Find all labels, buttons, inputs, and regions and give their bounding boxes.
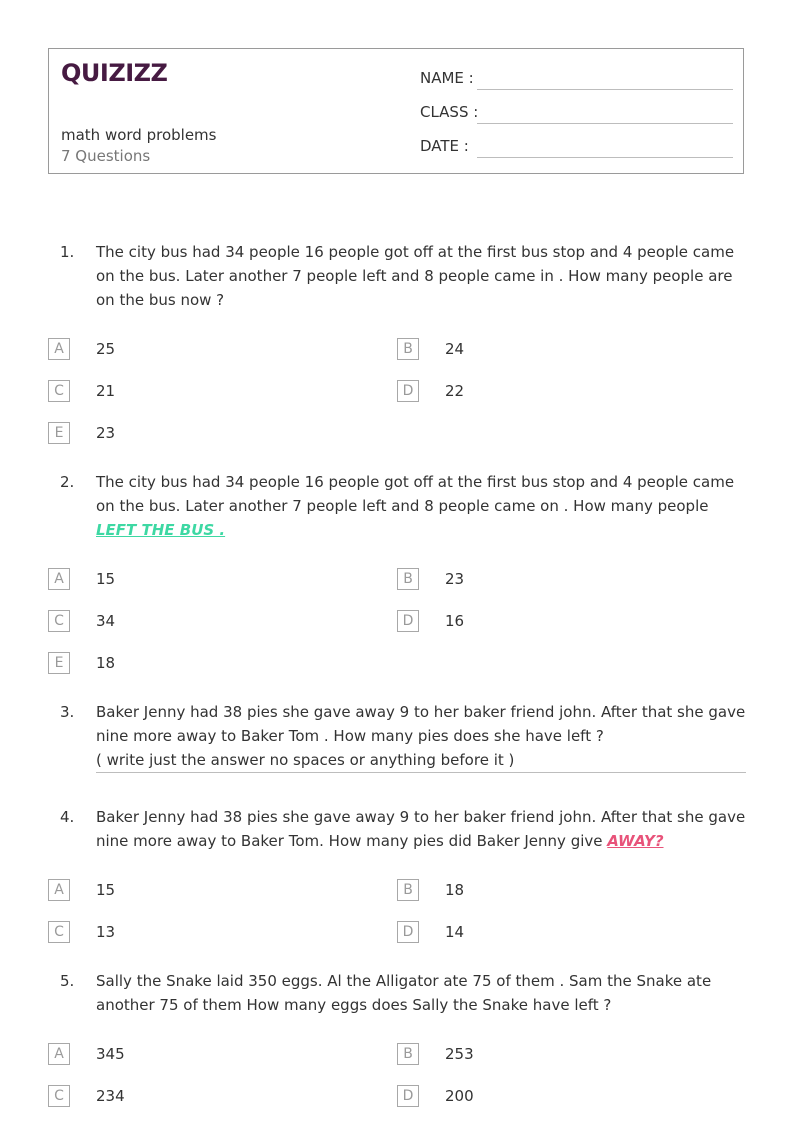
quizizz-logo: QUIZIZZ <box>61 59 168 87</box>
option-letter-box[interactable]: E <box>48 652 70 674</box>
question-number: 5. <box>60 972 75 990</box>
option-text: 23 <box>96 424 116 442</box>
question-number: 1. <box>60 243 75 261</box>
option-letter-box[interactable]: D <box>397 1085 419 1107</box>
option-text: 14 <box>445 923 465 941</box>
option-text: 16 <box>445 612 465 630</box>
answer-line[interactable] <box>96 772 746 773</box>
class-line[interactable] <box>477 123 733 124</box>
question-number: 2. <box>60 473 75 491</box>
question-instruction: ( write just the answer no spaces or anything before it ) <box>96 751 515 769</box>
option-letter-box[interactable]: B <box>397 879 419 901</box>
option-text: 345 <box>96 1045 125 1063</box>
option-text: 23 <box>445 570 465 588</box>
question-emphasis: LEFT THE BUS . <box>96 521 226 539</box>
option-text: 25 <box>96 340 116 358</box>
option-letter-box[interactable]: C <box>48 1085 70 1107</box>
option-letter-box[interactable]: A <box>48 1043 70 1065</box>
date-label: DATE : <box>420 137 469 155</box>
option-letter-box[interactable]: B <box>397 338 419 360</box>
option-letter-box[interactable]: B <box>397 568 419 590</box>
class-label: CLASS : <box>420 103 479 121</box>
question-emphasis: AWAY? <box>607 832 664 850</box>
option-text: 200 <box>445 1087 474 1105</box>
option-letter-box[interactable]: A <box>48 338 70 360</box>
option-letter-box[interactable]: C <box>48 380 70 402</box>
option-letter-box[interactable]: C <box>48 610 70 632</box>
option-text: 15 <box>96 881 116 899</box>
option-letter-box[interactable]: B <box>397 1043 419 1065</box>
worksheet-header <box>48 48 744 174</box>
option-letter-box[interactable]: E <box>48 422 70 444</box>
option-text: 18 <box>96 654 116 672</box>
option-text: 22 <box>445 382 465 400</box>
question-text <box>96 805 746 853</box>
question-number: 3. <box>60 703 75 721</box>
option-text: 21 <box>96 382 116 400</box>
name-line[interactable] <box>477 89 733 90</box>
question-text: Sally the Snake laid 350 eggs. Al the Alligator ate 75 of them . Sam the Snake ate another 75 of them How many eggs does Sally the Snake have left ? <box>96 972 712 1014</box>
option-text: 253 <box>445 1045 474 1063</box>
name-label: NAME : <box>420 69 474 87</box>
question-text <box>96 470 746 542</box>
date-line[interactable] <box>477 157 733 158</box>
question-text-main: Baker Jenny had 38 pies she gave away 9 to her baker friend john. After that she gave nine more away to Baker Tom . How many pies does she have left ? <box>96 703 746 745</box>
option-text: 15 <box>96 570 116 588</box>
option-text: 234 <box>96 1087 125 1105</box>
option-letter-box[interactable]: D <box>397 610 419 632</box>
question-count: 7 Questions <box>61 147 151 165</box>
option-text: 34 <box>96 612 116 630</box>
question-text: The city bus had 34 people 16 people got off at the first bus stop and 4 people came on the bus. Later another 7 people left and 8 people came in . How many people are on the bus now ? <box>96 243 735 309</box>
option-text: 18 <box>445 881 465 899</box>
option-text: 24 <box>445 340 465 358</box>
worksheet-title: math word problems <box>61 126 217 144</box>
option-letter-box[interactable]: C <box>48 921 70 943</box>
question-text-main: Baker Jenny had 38 pies she gave away 9 to her baker friend john. After that she gave nine more away to Baker Tom. How many pies did Baker Jenny give <box>96 808 746 850</box>
question-number: 4. <box>60 808 75 826</box>
option-text: 13 <box>96 923 116 941</box>
question-text <box>96 700 746 772</box>
option-letter-box[interactable]: A <box>48 568 70 590</box>
question-text-main: The city bus had 34 people 16 people got off at the first bus stop and 4 people came on the bus. Later another 7 people left and 8 people came on . How many people <box>96 473 735 515</box>
option-letter-box[interactable]: D <box>397 380 419 402</box>
option-letter-box[interactable]: D <box>397 921 419 943</box>
option-letter-box[interactable]: A <box>48 879 70 901</box>
